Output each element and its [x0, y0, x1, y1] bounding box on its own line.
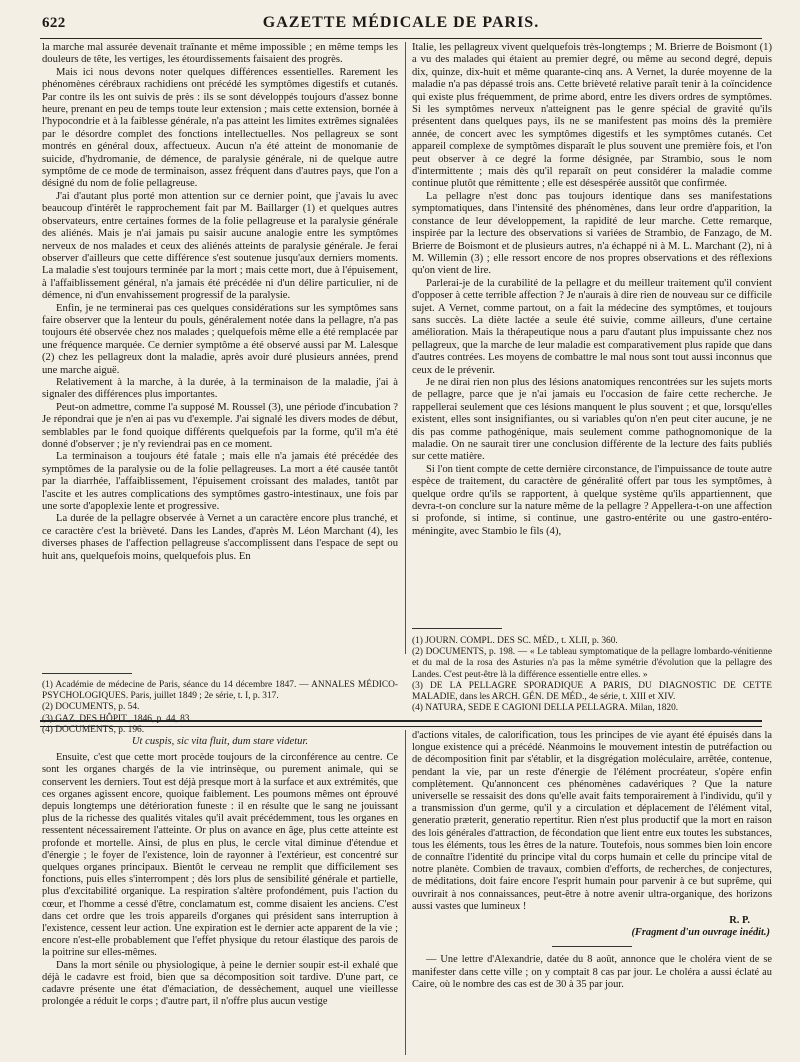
paragraph: La pellagre n'est donc pas toujours identique dans ses manifestations symptomatiques, dans l'intensité des phénomènes, dans leur ordre d'apparition, la constance de leur développement, la rapidité de leur marche. Cette remarque, inspirée par la lecture des observations si variées de Strambio, de Fanzago, de M. Brierre de Boismont et de plusieurs autres, n'a échappé ni à M. L. Marchant (2), ni à M. Willemin (3) ; elle ressort encore de nos propres observations et des réflexions qu'on vient de lire. — [412, 190, 772, 277]
feuilleton-right-column — [412, 730, 772, 1056]
paragraph: Dans la mort sénile ou physiologique, à peine le dernier soupir est-il exhalé que déjà le cadavre est froid, bien que sa décomposition soit tardive. D'une part, ce cadavre présente une état d'émaciation, de dessèchement, auquel une vieillesse prolongée a réduit le corps ; d'autre part, il n'offre plus aucun vestige — [42, 959, 398, 1008]
section-rule — [552, 946, 632, 947]
footnotes-right — [412, 636, 772, 714]
news-item: — Une lettre d'Alexandrie, datée du 8 août, annonce que le choléra vient de se manifester dans cette ville ; on y comptait 8 cas par jour. Le choléra a aussi éclaté au Caire, où le nombre des cas est de 30 à 35 par jour. — [412, 954, 772, 990]
column-divider — [405, 730, 406, 1055]
footnote: (4) DOCUMENTS, p. 196. — [42, 724, 145, 735]
paragraph: Mais ici nous devons noter quelques différences essentielles. Rarement les phénomènes cérébraux rachidiens ont précédé les symptômes digestifs et cutanés. Par contre ils les ont suivis de près : ils se sont développés toujours d'assez bonne heure, prenant en peu de temps toute leur extension ; mais cette extension, bornée à l'hypocondrie et à la faiblesse générale, n'a pas atteint les limites extrêmes signalées par le désordre complet des fonctions intellectuelles. Nos pellagreux se sont montrés en général doux, affectueux. Aucun n'a été atteint de monomanie de suicide, d'hydromanie, de démence, de paralysie générale, ni de quelque autre symptôme de ce mode de terminaison, assez fréquent dans d'autres pays, que l'on a désigné du nom de folie pellagreuse. — [42, 66, 398, 190]
paragraph: Si l'on tient compte de cette dernière circonstance, de l'impuissance de toute autre espèce de traitement, du caractère de généralité offert par tous les symptômes, à quelque ordre qu'ils se rapportent, à quelque système qu'ils appartiennent, que devra-t-on conclure sur la nature même de la pellagre ? Appellera-t-on une affection si profonde, si intime, si continue, une gastro-entérite ou une gastro-entéro-méningite, avec Stambio le fils (4), — [412, 463, 772, 537]
paragraph: Je ne dirai rien non plus des lésions anatomiques rencontrées sur les sujets morts de pellagre, parce que je n'ai jamais eu l'occasion de faire cette recherche. Je rappellerai seulement que ces lésions manquent le plus souvent ; et que, lorsqu'elles existent, elles sont insignifiantes, ou si variables qu'on n'en peut citer aucune, je ne dis pas comme pathogénique, mais seulement comme pathognomonique de la maladie. On ne saurait tirer une conclusion différente de la lecture des faits publiés sur cette matière. — [412, 376, 772, 463]
header-rule — [40, 38, 762, 39]
footnotes-left — [42, 680, 398, 736]
feuilleton-left-column — [42, 736, 398, 1056]
footnote-rule — [42, 673, 132, 674]
footnote: (2) DOCUMENTS, p. 198. — « Le tableau symptomatique de la pellagre lombardo-vénitienne et du mal de la rosa des Asturies n'a pas la même symétrie d'évolution que la pellagre des Landes. C'est peut-être là la différence essentielle entre elles. » — [412, 647, 772, 680]
footnote: (4) NATURA, SEDE E CAGIONI DELLA PELLAGRA. Milan, 1820. — [412, 703, 679, 714]
paragraph: la marche mal assurée devenait traînante et même impossible ; en même temps les douleurs de tête, les vertiges, les étourdissements faisaient des progrès. — [42, 42, 398, 66]
feuilleton-separator — [40, 720, 762, 727]
author-signature: R. P. — [729, 915, 750, 927]
paragraph: Enfin, je ne terminerai pas ces quelques considérations sur les symptômes sans faire observer que la lenteur du pouls, généralement notée dans la pellagre, n'a pas toujours été observée chez nos malades ; quelquefois même elle a été remplacée par une fréquence marquée. Ce dernier symptôme a été observé aussi par M. Lalesque (2) chez les pellagreux dont la maladie, après avoir duré plusieurs années, prend une marche aiguë. — [42, 302, 398, 376]
paragraph: La terminaison a toujours été fatale ; mais elle n'a jamais été précédée des symptômes de la paralysie ou de la folie pellagreuses. La mort a été causée tantôt par la diarrhée, l'affaiblissement, l'épuisement croissant des malades, tantôt par l'ascite et les autres complications des symptômes gastro-intestinaux, une fois par une sorte d'apoplexie lente et progressive. — [42, 451, 398, 513]
article-right-column — [412, 42, 772, 612]
paragraph: Parlerai-je de la curabilité de la pellagre et du meilleur traitement qu'il convient d'opposer à cette terrible affection ? Je n'aurais à dire rien de nouveau sur ce difficile sujet. A Vernet, comme partout, on a fait la médecine des symptômes, et toujours sans succès. La diète lactée a seule été suivie, comme ailleurs, d'une certaine amélioration. Mais la thérapeutique nous a paru d'autant plus impuissante chez nos pellagreux, que la marche de leur maladie est comparativement plus rapide que dans d'autres contrées. Les moyens de combattre le mal nous sont tout aussi inconnus que ceux de le prévenir. — [412, 277, 772, 376]
footnote: (2) DOCUMENTS, p. 54. — [42, 702, 140, 713]
footnote: (3) DE LA PELLAGRE SPORADIQUE A PARIS, DU DIAGNOSTIC DE CETTE MALADIE, dans les ARCH. GÉN. DE MÉD., 4e série, t. XIII et XIV. — [412, 680, 772, 703]
paragraph: Italie, les pellagreux vivent quelquefois très-longtemps ; M. Brierre de Boismont (1) a vu des malades qui étaient au premier degré, ou même au second degré, depuis dix, quinze, dix-huit et même quarante-cinq ans. A Vernet, la durée moyenne de la maladie n'a pas dépassé trois ans. Cette brièveté relative paraît tenir à la coïncidence qui existe plus fréquemment, de prime abord, entre les divers ordres de symptômes. Si les symptômes nerveux n'atteignent pas le genre spécial de gravité qu'ils présentent dans quelques pays, ils ne se manifestent pas moins dès la première année, de concert avec les symptômes digestifs et les symptômes cutanés. Cet appareil complexe de symptômes disparaît le plus souvent une première fois, et l'on peut observer à ce degré la forme désignée, par Strambio, sous le nom d'intermittente ; mais dès qu'il reparaît on peut considérer la maladie comme continue plutôt que rémittente ; elle est désespérée aussitôt que confirmée. — [412, 42, 772, 190]
page-header — [42, 14, 760, 36]
paragraph: d'actions vitales, de calorification, tous les principes de vie ayant été épuisés dans la longue existence qui a précédé. Néanmoins le mouvement intestin de putréfaction ou de décomposition finit par s'établir, et la disgrégation moléculaire, arrêtée, contenue, pendant la vie, par un reste d'énergie de l'élément procréateur, s'opère enfin complètement. Qu'annoncent ces phénomènes cadavériques ? Que la nature universelle se ressaisit des dons qu'elle avait faits temporairement à l'individu, qu'il y a transmission d'un germe, qu'il y a circulation et déplacement de l'élément vital, generatio præterit, generatio repertitur. Rien n'est plus productif que la mort en raison des lois générales d'attraction, de fécondation que lient entre eux toutes les substances, tous les éléments, tous les êtres de la nature. Toutefois, nous sommes bien loin encore de connaître l'identité du principe vital du corps humain et celle du principe vital de notre planète. Combien de travaux, combien d'efforts, de recherches, de conjectures, de méditations, doit faire encore l'esprit humain pour parvenir à ce but suprême, qui ouvrirait à nos connaissances, peut-être à notre avenir ultra-organique, des horizons aussi vastes que lumineux ! — [412, 730, 772, 912]
paragraph: Ensuite, c'est que cette mort procède toujours de la circonférence au centre. Ce sont les organes chargés de la vie intrinsèque, ou purement animale, qui se conservent les derniers. Tout est déjà presque mort à la surface et aux extrémités, que ces organes agissent encore, quoique faiblement. Les poumons mêmes ont éprouvé depuis longtemps une détérioration funeste : il en résulte que le sang ne jouissant plus de la richesse des qualités vitales qu'il avait précédemment, tous les organes en ressentent nécessairement l'atteinte. Or plus on avance en âge, plus cette atteinte est profonde et mortelle. Ainsi, de plus en plus, le cercle vital diminue d'étendue et d'énergie ; le foyer de l'existence, loin de rayonner à l'extérieur, est concentré sur quelques organes principaux. Bientôt le cerveau ne remplit que difficilement ses fonctions, puis elles s'interrompent ; dès lors plus de sensibilité générale et partielle, plus d'excitabilité organique. La respiration s'altère profondément, puis l'action du cœur, et l'homme a cessé d'être, conclamatum est, comme disaient les anciens. C'est dans cet ordre que les trois appareils d'organes qui président sans interruption à l'existence, cessent leur action. Une expiration est le dernier acte apparent de la vie ; encore n'est-elle probablement que l'effet physique du retour élastique des parois de la poitrine sur elles-mêmes. — [42, 752, 398, 959]
epigraph: Ut cuspis, sic vita fluit, dum stare videtur. — [131, 736, 309, 747]
footnote: (1) Académie de médecine de Paris, séance du 14 décembre 1847. — ANNALES MÉDICO-PSYCHOLOGIQUES. Paris, juillet 1849 ; 2e série, t. I, p. 317. — [42, 680, 398, 702]
journal-title: GAZETTE MÉDICALE DE PARIS. — [262, 14, 540, 31]
fragment-note: (Fragment d'un ouvrage inédit.) — [631, 927, 770, 939]
footnote-rule — [412, 628, 502, 629]
paragraph: Relativement à la marche, à la durée, à la terminaison de la maladie, j'ai à signaler des différences plus importantes. — [42, 376, 398, 401]
footnote: (1) JOURN. COMPL. DES SC. MÉD., t. XLII, p. 360. — [412, 636, 618, 646]
page-number: 622 — [42, 15, 66, 31]
paragraph: J'ai d'autant plus porté mon attention sur ce dernier point, que j'avais lu avec beaucoup d'intérêt le rapprochement fait par M. Baillarger (1) et quelques autres observateurs, entre certaines formes de la folie pellagreuse et la paralysie générale des aliénés. Mais je n'ai jamais pu saisir aucune analogie entre les symptômes nerveux de nos malades et ceux des aliénés atteints de paralysie générale. Je ferai observer d'ailleurs que cette différence s'est soutenue jusqu'aux derniers moments. La maladie s'est toujours terminée par la mort ; mais cette mort, due à l'épuisement, à l'affaiblissement général, n'a jamais été précédée ni d'un délire particulier, ni de démence, ni d'un envahissement progressif de la paralysie. — [42, 190, 398, 302]
paragraph: Peut-on admettre, comme l'a supposé M. Roussel (3), une période d'incubation ? Je répondrai que je n'en ai pas vu d'exemple. J'ai signalé les divers modes de début, semblables par le fond quoique différents quelquefois par la forme, qu'il m'a été donné d'observer ; je n'y reviendrai pas en ce moment. — [42, 401, 398, 450]
paragraph: La durée de la pellagre observée à Vernet a un caractère encore plus tranché, et ce caractère c'est la brièveté. Dans les Landes, d'après M. Léon Marchant (4), les diverses phases de l'affection pellagreuse s'accomplissent dans l'espace de sept ou huit ans, quelquefois moins, quelquefois plus. En — [42, 513, 398, 562]
article-left-column — [42, 42, 398, 652]
footnote: (3) GAZ. DES HÔPIT., 1846, p. 44, 83. — [42, 713, 192, 724]
column-divider — [405, 42, 406, 654]
